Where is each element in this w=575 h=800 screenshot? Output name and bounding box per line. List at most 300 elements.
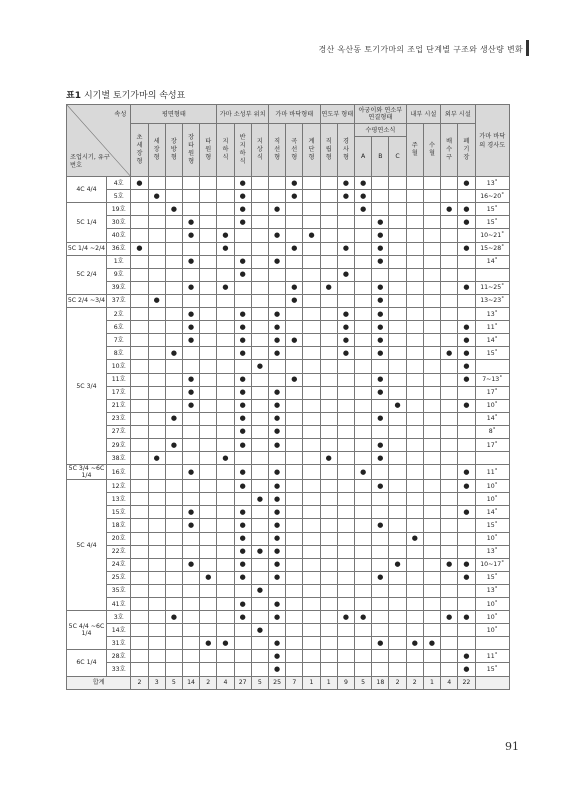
attribute-cell xyxy=(320,373,337,386)
table-row xyxy=(67,242,510,255)
presence-dot: ● xyxy=(377,322,384,331)
attribute-cell xyxy=(355,386,372,399)
column-header-label: 직립형 xyxy=(325,138,332,162)
presence-dot: ● xyxy=(463,651,470,660)
attribute-cell xyxy=(234,624,251,637)
attribute-cell xyxy=(234,203,251,216)
attribute-cell xyxy=(320,268,337,281)
column-header-label: 지하식 xyxy=(222,138,229,162)
attribute-cell xyxy=(182,465,199,480)
attribute-cell xyxy=(458,386,475,399)
attribute-cell xyxy=(303,294,320,307)
attribute-cell xyxy=(251,281,268,294)
slope-cell: 15˚ xyxy=(475,216,510,229)
attribute-cell xyxy=(182,347,199,360)
attribute-cell xyxy=(131,624,148,637)
attribute-cell xyxy=(320,308,337,321)
attribute-cell xyxy=(200,399,217,412)
column-header-label: 지상식 xyxy=(256,138,263,162)
attribute-cell xyxy=(355,558,372,571)
attribute-cell xyxy=(182,545,199,558)
column-header-label: 주혈 xyxy=(411,142,418,158)
attribute-cell xyxy=(303,532,320,545)
attribute-cell xyxy=(217,268,234,281)
presence-dot: ● xyxy=(188,467,195,476)
attribute-cell xyxy=(182,229,199,242)
attribute-cell xyxy=(286,334,303,347)
caption-label: 표1 xyxy=(66,91,81,101)
presence-dot: ● xyxy=(377,414,384,423)
presence-dot: ● xyxy=(463,665,470,674)
presence-dot: ● xyxy=(446,204,453,213)
presence-dot: ● xyxy=(239,573,246,582)
attribute-cell xyxy=(131,519,148,532)
attribute-cell xyxy=(337,650,354,663)
attribute-cell xyxy=(423,438,440,451)
attribute-cell xyxy=(217,190,234,203)
attribute-cell xyxy=(320,334,337,347)
attribute-cell xyxy=(320,452,337,465)
kiln-number-cell: 22호 xyxy=(106,545,130,558)
table-row xyxy=(67,545,510,558)
attribute-cell xyxy=(355,334,372,347)
attribute-cell xyxy=(286,399,303,412)
attribute-cell xyxy=(458,412,475,425)
attribute-cell xyxy=(337,519,354,532)
attribute-cell xyxy=(337,242,354,255)
attribute-cell xyxy=(234,598,251,611)
slope-cell: 17˚ xyxy=(475,386,510,399)
slope-cell: 10˚ xyxy=(475,532,510,545)
attribute-cell xyxy=(217,229,234,242)
table-row xyxy=(67,611,510,624)
column-header xyxy=(423,124,440,177)
presence-dot: ● xyxy=(239,375,246,384)
attribute-cell xyxy=(182,281,199,294)
attribute-cell xyxy=(268,465,285,480)
presence-dot: ● xyxy=(463,204,470,213)
attribute-cell xyxy=(217,216,234,229)
attribute-cell xyxy=(268,373,285,386)
presence-dot: ● xyxy=(239,178,246,187)
attribute-cell xyxy=(389,480,406,493)
attribute-cell xyxy=(458,545,475,558)
attribute-cell xyxy=(268,281,285,294)
kiln-number-cell: 39호 xyxy=(106,281,130,294)
presence-dot: ● xyxy=(274,534,281,543)
attribute-cell xyxy=(200,519,217,532)
attribute-cell xyxy=(148,242,165,255)
attribute-cell xyxy=(234,347,251,360)
attribute-cell xyxy=(458,465,475,480)
attribute-cell xyxy=(320,650,337,663)
subgroup-horizontal: 수평연소식 xyxy=(355,124,407,137)
attribute-cell xyxy=(268,294,285,307)
attribute-cell xyxy=(234,584,251,597)
attribute-cell xyxy=(234,190,251,203)
attribute-cell xyxy=(131,203,148,216)
column-header xyxy=(131,124,148,177)
attribute-cell xyxy=(165,229,182,242)
attribute-cell xyxy=(268,506,285,519)
attribute-cell xyxy=(165,598,182,611)
presence-dot: ● xyxy=(377,217,384,226)
attribute-cell xyxy=(131,190,148,203)
presence-dot: ● xyxy=(239,599,246,608)
attribute-cell xyxy=(251,425,268,438)
attribute-cell xyxy=(389,334,406,347)
attribute-cell xyxy=(268,624,285,637)
presence-dot: ● xyxy=(222,453,229,462)
kiln-number-cell: 8호 xyxy=(106,347,130,360)
attribute-cell xyxy=(182,584,199,597)
attribute-cell xyxy=(182,386,199,399)
column-header xyxy=(234,124,251,177)
attribute-cell xyxy=(268,480,285,493)
attribute-cell xyxy=(372,412,389,425)
attribute-cell xyxy=(337,216,354,229)
attribute-cell xyxy=(131,493,148,506)
attribute-cell xyxy=(182,203,199,216)
attribute-cell xyxy=(458,190,475,203)
attribute-cell xyxy=(441,386,458,399)
presence-dot: ● xyxy=(394,401,401,410)
attribute-cell xyxy=(182,452,199,465)
attribute-cell xyxy=(389,465,406,480)
presence-dot: ● xyxy=(188,217,195,226)
attribute-cell xyxy=(234,360,251,373)
total-cell: 18 xyxy=(372,676,389,689)
attribute-cell xyxy=(268,360,285,373)
attribute-cell xyxy=(423,255,440,268)
attribute-cell xyxy=(148,650,165,663)
attribute-cell xyxy=(389,519,406,532)
attribute-cell xyxy=(372,216,389,229)
attribute-cell xyxy=(217,624,234,637)
attribute-cell xyxy=(286,203,303,216)
kiln-number-cell: 30호 xyxy=(106,216,130,229)
attribute-cell xyxy=(182,519,199,532)
attribute-cell xyxy=(251,347,268,360)
attribute-cell xyxy=(458,571,475,584)
attribute-cell xyxy=(200,412,217,425)
kiln-number-cell: 7호 xyxy=(106,334,130,347)
attribute-cell xyxy=(458,308,475,321)
attribute-cell xyxy=(217,203,234,216)
slope-cell: 10˚ xyxy=(475,611,510,624)
presence-dot: ● xyxy=(377,375,384,384)
attribute-cell xyxy=(441,308,458,321)
presence-dot: ● xyxy=(239,507,246,516)
attribute-cell xyxy=(441,480,458,493)
presence-dot: ● xyxy=(377,481,384,490)
table-row xyxy=(67,281,510,294)
attribute-cell xyxy=(458,229,475,242)
presence-dot: ● xyxy=(377,348,384,357)
attribute-cell xyxy=(303,584,320,597)
table-row xyxy=(67,373,510,386)
presence-dot: ● xyxy=(239,257,246,266)
attribute-cell xyxy=(320,545,337,558)
attribute-cell xyxy=(217,598,234,611)
presence-dot: ● xyxy=(188,375,195,384)
attribute-cell xyxy=(131,347,148,360)
attribute-cell xyxy=(372,584,389,597)
column-header-label: 장타원형 xyxy=(188,134,195,166)
attribute-cell xyxy=(148,545,165,558)
attribute-cell xyxy=(372,347,389,360)
attribute-cell xyxy=(234,242,251,255)
table-row xyxy=(67,480,510,493)
attribute-cell xyxy=(148,308,165,321)
presence-dot: ● xyxy=(274,651,281,660)
presence-dot: ● xyxy=(377,638,384,647)
presence-dot: ● xyxy=(463,401,470,410)
attribute-cell xyxy=(268,347,285,360)
presence-dot: ● xyxy=(222,231,229,240)
slope-cell: 10˚ xyxy=(475,493,510,506)
presence-dot: ● xyxy=(342,612,349,621)
presence-dot: ● xyxy=(170,348,177,357)
attribute-cell xyxy=(320,412,337,425)
attribute-cell xyxy=(441,452,458,465)
attribute-cell xyxy=(458,216,475,229)
attribute-cell xyxy=(268,650,285,663)
attribute-cell xyxy=(217,465,234,480)
attribute-cell xyxy=(165,255,182,268)
attribute-cell xyxy=(217,386,234,399)
attribute-cell xyxy=(131,412,148,425)
presence-dot: ● xyxy=(463,573,470,582)
presence-dot: ● xyxy=(239,481,246,490)
attribute-cell xyxy=(320,532,337,545)
attribute-cell xyxy=(441,545,458,558)
attribute-cell xyxy=(372,334,389,347)
kiln-number-cell: 4호 xyxy=(106,177,130,190)
attribute-cell xyxy=(406,334,423,347)
attribute-cell xyxy=(217,281,234,294)
attribute-cell xyxy=(182,493,199,506)
attribute-cell xyxy=(441,637,458,650)
attribute-cell xyxy=(423,216,440,229)
attribute-cell xyxy=(458,624,475,637)
attribute-cell xyxy=(131,360,148,373)
presence-dot: ● xyxy=(222,638,229,647)
attribute-cell xyxy=(286,663,303,676)
attribute-cell xyxy=(131,334,148,347)
presence-dot: ● xyxy=(188,322,195,331)
presence-dot: ● xyxy=(274,665,281,674)
attribute-cell xyxy=(458,452,475,465)
attribute-cell xyxy=(355,650,372,663)
attribute-cell xyxy=(286,438,303,451)
attribute-cell xyxy=(320,506,337,519)
attribute-cell xyxy=(423,412,440,425)
attribute-cell xyxy=(406,281,423,294)
attribute-cell xyxy=(268,663,285,676)
attribute-cell xyxy=(406,255,423,268)
attribute-cell xyxy=(251,229,268,242)
attribute-cell xyxy=(423,637,440,650)
presence-dot: ● xyxy=(274,612,281,621)
attribute-cell xyxy=(320,663,337,676)
attribute-cell xyxy=(234,571,251,584)
table-row xyxy=(67,465,510,480)
attribute-cell xyxy=(389,650,406,663)
presence-dot: ● xyxy=(170,440,177,449)
total-cell: 27 xyxy=(234,676,251,689)
attribute-cell xyxy=(320,190,337,203)
attribute-cell xyxy=(303,281,320,294)
attribute-cell xyxy=(251,386,268,399)
attribute-cell xyxy=(131,637,148,650)
attribute-cell xyxy=(389,584,406,597)
presence-dot: ● xyxy=(377,283,384,292)
attribute-cell xyxy=(234,611,251,624)
period-cell: 5C 2/4 xyxy=(67,255,107,294)
attribute-cell xyxy=(286,255,303,268)
slope-cell: 15~28˚ xyxy=(475,242,510,255)
attribute-cell xyxy=(217,177,234,190)
slope-cell: 15˚ xyxy=(475,663,510,676)
presence-dot: ● xyxy=(274,322,281,331)
attribute-cell xyxy=(131,480,148,493)
attribute-cell xyxy=(303,308,320,321)
presence-dot: ● xyxy=(394,560,401,569)
attribute-cell xyxy=(337,558,354,571)
attribute-cell xyxy=(234,281,251,294)
attribute-cell xyxy=(406,558,423,571)
attribute-cell xyxy=(131,452,148,465)
attribute-cell xyxy=(286,637,303,650)
attribute-cell xyxy=(423,334,440,347)
attribute-cell xyxy=(372,425,389,438)
attribute-cell xyxy=(165,532,182,545)
table-row xyxy=(67,386,510,399)
attribute-cell xyxy=(355,545,372,558)
attribute-cell xyxy=(337,255,354,268)
attribute-cell xyxy=(200,480,217,493)
attribute-cell xyxy=(320,465,337,480)
attribute-cell xyxy=(251,268,268,281)
attribute-cell xyxy=(406,190,423,203)
presence-dot: ● xyxy=(274,520,281,529)
attribute-cell xyxy=(423,373,440,386)
attribute-cell xyxy=(355,425,372,438)
attribute-cell xyxy=(234,386,251,399)
attribute-cell xyxy=(148,558,165,571)
attribute-cell xyxy=(268,255,285,268)
attribute-cell xyxy=(355,465,372,480)
attribute-cell xyxy=(337,268,354,281)
presence-dot: ● xyxy=(325,283,332,292)
attribute-cell xyxy=(423,519,440,532)
attribute-cell xyxy=(355,452,372,465)
presence-dot: ● xyxy=(222,244,229,253)
attribute-cell xyxy=(441,177,458,190)
presence-dot: ● xyxy=(136,178,143,187)
presence-dot: ● xyxy=(274,388,281,397)
attribute-cell xyxy=(182,255,199,268)
slope-cell: 11˚ xyxy=(475,321,510,334)
presence-dot: ● xyxy=(274,599,281,608)
attribute-cell xyxy=(200,493,217,506)
table-row xyxy=(67,216,510,229)
attribute-cell xyxy=(406,294,423,307)
attribute-cell xyxy=(200,650,217,663)
attribute-cell xyxy=(406,321,423,334)
attribute-cell xyxy=(337,177,354,190)
attribute-cell xyxy=(320,347,337,360)
attribute-cell xyxy=(441,506,458,519)
presence-dot: ● xyxy=(360,191,367,200)
attribute-cell xyxy=(389,190,406,203)
presence-dot: ● xyxy=(463,612,470,621)
presence-dot: ● xyxy=(325,453,332,462)
attribute-cell xyxy=(423,229,440,242)
attribute-cell xyxy=(217,663,234,676)
total-cell: 22 xyxy=(458,676,475,689)
table-row xyxy=(67,438,510,451)
attribute-cell xyxy=(251,242,268,255)
attribute-cell xyxy=(423,611,440,624)
presence-dot: ● xyxy=(188,401,195,410)
slope-cell: 17˚ xyxy=(475,438,510,451)
attribute-cell xyxy=(458,558,475,571)
column-header: C xyxy=(389,137,406,177)
attribute-cell xyxy=(372,438,389,451)
attribute-cell xyxy=(131,425,148,438)
presence-dot: ● xyxy=(239,467,246,476)
group-outer-facility: 외부 시설 xyxy=(441,105,475,124)
presence-dot: ● xyxy=(274,231,281,240)
attribute-cell xyxy=(423,532,440,545)
attribute-cell xyxy=(458,663,475,676)
attribute-cell xyxy=(217,452,234,465)
attribute-cell xyxy=(200,216,217,229)
attribute-cell xyxy=(165,281,182,294)
attribute-cell xyxy=(268,598,285,611)
table-row xyxy=(67,347,510,360)
attribute-cell xyxy=(423,452,440,465)
running-header: 경산 옥산동 토기가마의 조업 단계별 구조와 생산량 변화 xyxy=(318,45,523,54)
group-floor-shape: 가마 바닥형태 xyxy=(268,105,320,124)
total-cell: 4 xyxy=(441,676,458,689)
attribute-cell xyxy=(303,360,320,373)
attribute-cell xyxy=(251,360,268,373)
table-row xyxy=(67,360,510,373)
attribute-cell xyxy=(286,373,303,386)
attribute-cell xyxy=(148,203,165,216)
attribute-cell xyxy=(165,438,182,451)
attribute-cell xyxy=(423,558,440,571)
attribute-cell xyxy=(458,506,475,519)
attribute-cell xyxy=(441,268,458,281)
attribute-cell xyxy=(234,412,251,425)
attribute-cell xyxy=(406,412,423,425)
total-cell: 5 xyxy=(251,676,268,689)
attribute-cell xyxy=(200,229,217,242)
attribute-cell xyxy=(182,663,199,676)
attribute-cell xyxy=(441,255,458,268)
attribute-cell xyxy=(200,294,217,307)
attribute-cell xyxy=(217,412,234,425)
presence-dot: ● xyxy=(274,560,281,569)
table-row xyxy=(67,493,510,506)
attribute-cell xyxy=(268,177,285,190)
attribute-cell xyxy=(372,281,389,294)
attribute-cell xyxy=(148,663,165,676)
